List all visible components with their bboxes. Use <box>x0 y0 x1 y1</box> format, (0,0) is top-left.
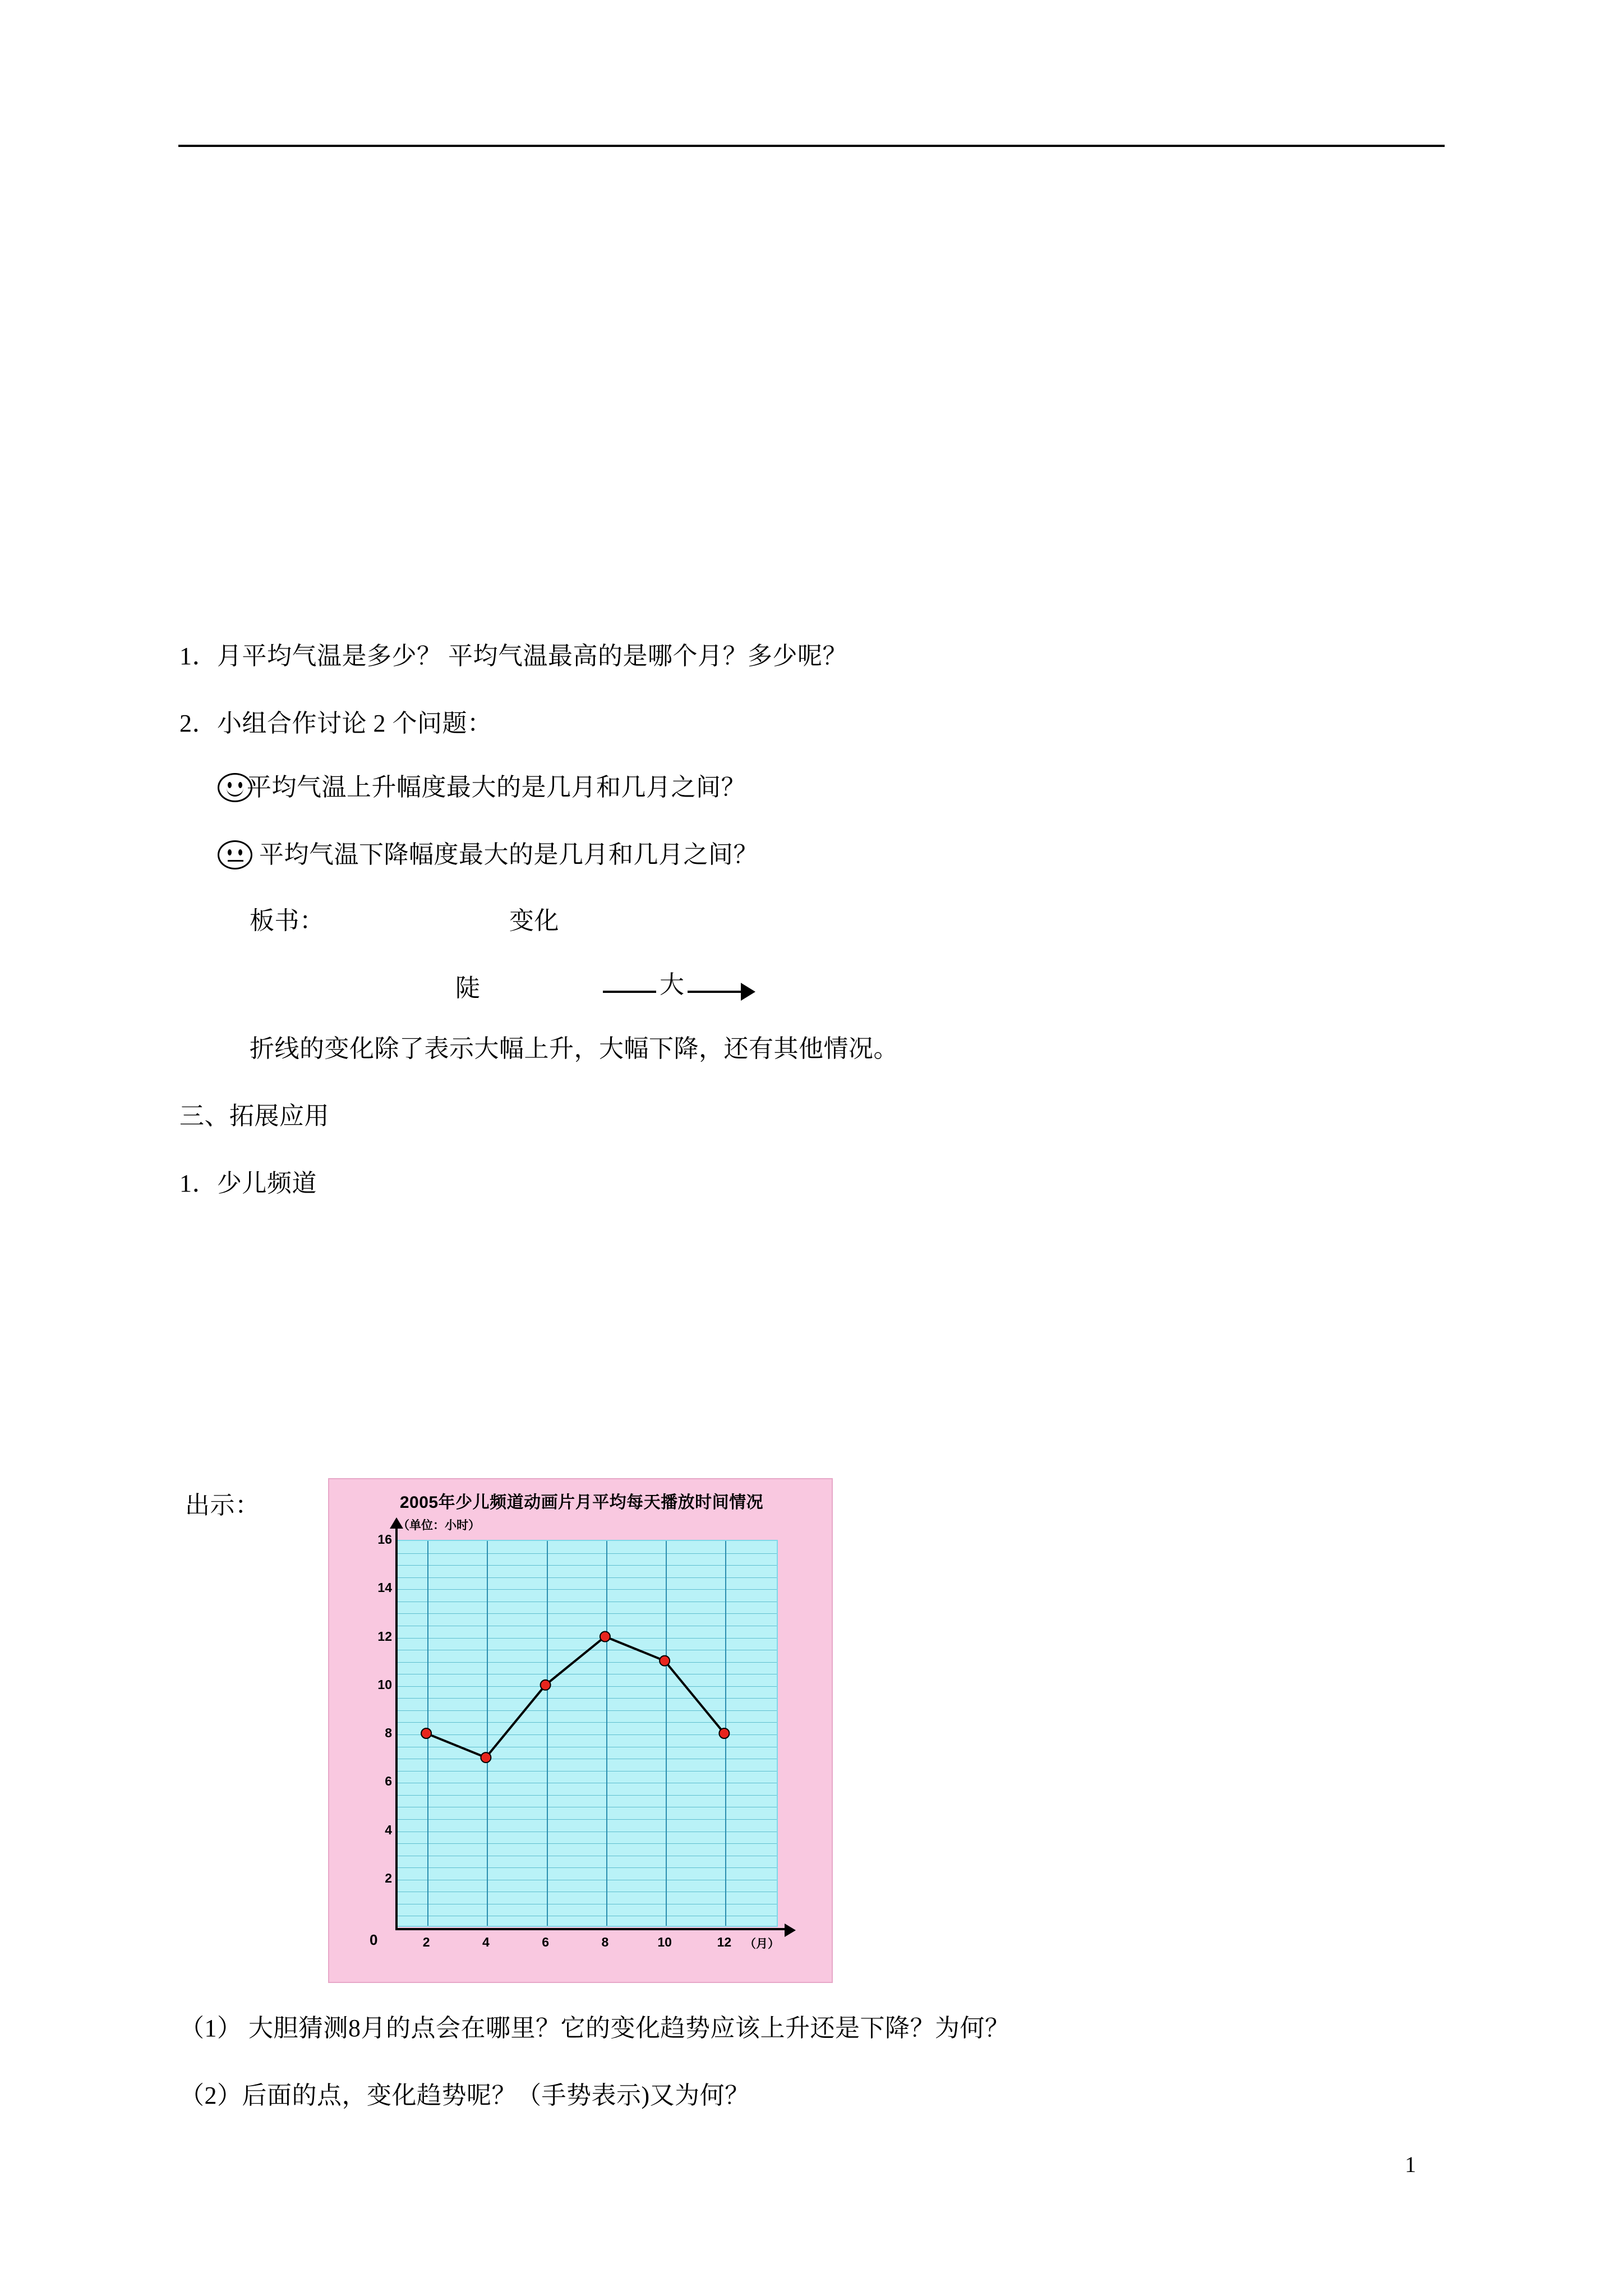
header-divider <box>178 145 1445 147</box>
question-1: 1．月平均气温是多少？ 平均气温最高的是哪个月？多少呢？ <box>179 642 847 670</box>
chart-data-point <box>421 1728 431 1738</box>
line-chart <box>328 1478 833 1983</box>
smiley-mouth-icon <box>227 786 243 797</box>
page-number: 1 <box>1405 2152 1416 2177</box>
bullet-2-text: 平均气温下降幅度最大的是几月和几月之间？ <box>259 841 758 868</box>
y-axis-tick-label: 10 <box>377 1677 392 1692</box>
chart-data-point <box>541 1680 551 1690</box>
y-axis-tick-label: 14 <box>377 1580 392 1595</box>
arrow-head-icon <box>741 983 755 1001</box>
sub-question-2: （2）后面的点，变化趋势呢？（手势表示)又为何？ <box>179 2082 750 2109</box>
y-axis-tick-label: 12 <box>377 1628 392 1644</box>
board-label: 板书： <box>250 907 325 935</box>
chart-data-point <box>660 1656 670 1666</box>
chart-title: 2005年少儿频道动画片月平均每天播放时间情况 <box>399 1493 764 1512</box>
chart-data-point <box>600 1632 610 1642</box>
x-axis-tick-label: 6 <box>542 1935 550 1949</box>
y-axis-zero-label: 0 <box>370 1931 378 1948</box>
show-label: 出示： <box>185 1492 260 1519</box>
chart-unit-label: （单位：小时） <box>398 1519 480 1532</box>
y-axis-tick-label: 4 <box>385 1822 392 1837</box>
steep-word: 陡 <box>455 974 481 1002</box>
y-axis-tick-label: 16 <box>377 1532 392 1547</box>
note-text: 折线的变化除了表示大幅上升，大幅下降，还有其他情况。 <box>250 1035 898 1062</box>
smiley-face-flat-icon <box>218 840 252 869</box>
y-axis-tick-label: 8 <box>385 1726 392 1740</box>
smiley-mouth-icon <box>228 853 243 862</box>
item-1: 1．少儿频道 <box>179 1170 317 1197</box>
y-axis-tick-label: 6 <box>385 1774 392 1789</box>
y-axis-tick-label: 2 <box>385 1870 392 1885</box>
x-axis-tick-label: 4 <box>482 1935 490 1949</box>
x-axis-tick-label: 12 <box>717 1935 732 1949</box>
x-axis-label: （月） <box>744 1938 780 1950</box>
chart-data-point <box>719 1728 729 1738</box>
x-axis-tick-label: 10 <box>657 1935 672 1949</box>
section-heading-3: 三、拓展应用 <box>179 1102 329 1130</box>
sub-question-1: （1） 大胆猜测8月的点会在哪里？它的变化趋势应该上升还是下降？为何？ <box>179 2014 1010 2042</box>
chart-series-overlay <box>329 1479 834 1984</box>
arrow-annotation <box>603 971 754 1005</box>
chart-data-point <box>481 1752 491 1763</box>
question-2: 2．小组合作讨论 2 个问题： <box>179 710 492 737</box>
x-axis-tick-label: 2 <box>422 1935 430 1949</box>
arrow-label: 大 <box>656 973 688 997</box>
chart-line-series <box>426 1637 724 1758</box>
bullet-1-text: 平均气温上升幅度最大的是几月和几月之间？ <box>247 774 746 801</box>
x-axis-tick-label: 8 <box>601 1935 609 1949</box>
board-word: 变化 <box>509 907 559 935</box>
